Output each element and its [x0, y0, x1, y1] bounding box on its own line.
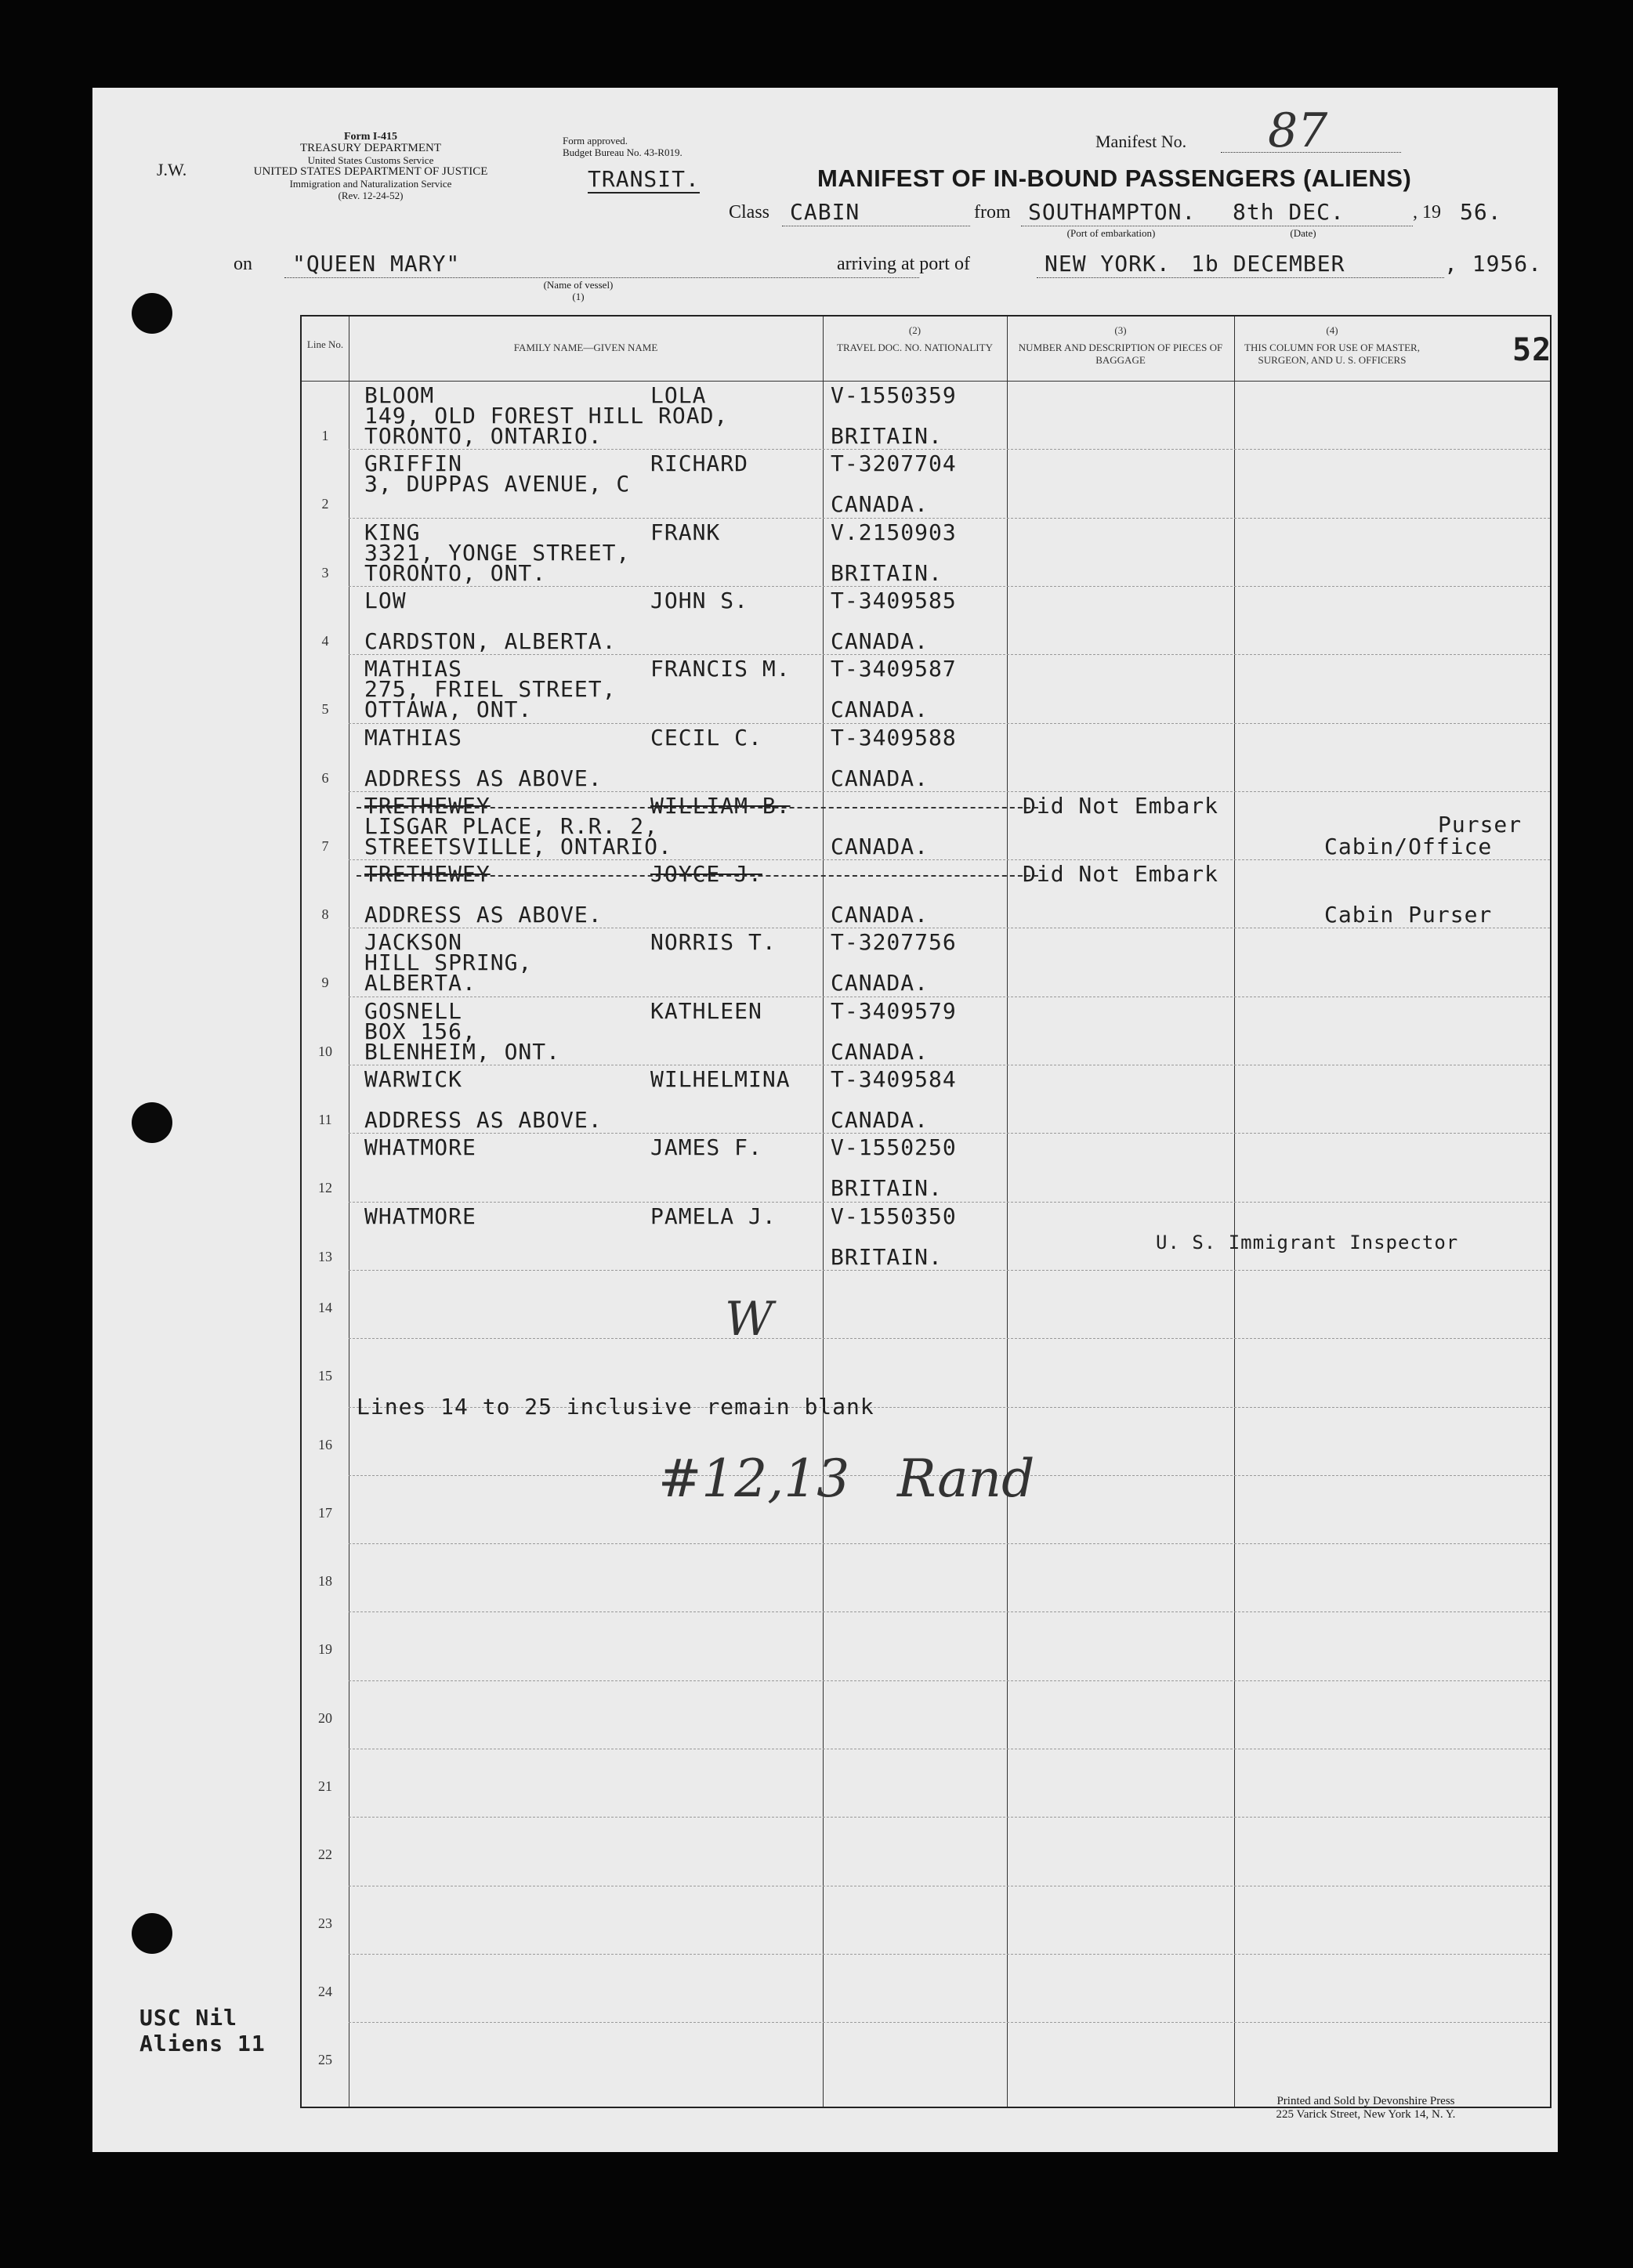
nationality: CANADA.	[831, 902, 929, 928]
family-name: WARWICK	[364, 1066, 463, 1092]
arriving-line	[1037, 277, 1444, 278]
address-line-2: BLENHEIM, ONT.	[364, 1038, 561, 1065]
col-header-doc-text: TRAVEL DOC. NO. NATIONALITY	[837, 342, 993, 353]
nationality: CANADA.	[831, 1038, 929, 1065]
officer-note-1: Purser	[1438, 811, 1523, 837]
address-line-2: TORONTO, ONT.	[364, 559, 547, 586]
usc-count: USC Nil	[139, 2005, 238, 2031]
arrival-year: , 1956.	[1444, 251, 1543, 277]
row-divider	[349, 791, 1550, 792]
cancel-strike-line	[357, 875, 1038, 877]
given-name: JAMES F.	[650, 1134, 762, 1161]
form-number: Form I-415	[343, 131, 398, 143]
address-line-2: STREETSVILLE, ONTARIO.	[364, 833, 672, 859]
ins-service: Immigration and Naturalization Service	[289, 178, 452, 190]
punch-hole	[132, 1913, 172, 1954]
address-line-1: 149, OLD FOREST HILL ROAD,	[364, 403, 729, 429]
given-name: LOLA	[650, 382, 707, 408]
line-number: 13	[318, 1248, 332, 1264]
family-name: TRETHEWEY	[364, 861, 491, 888]
from-label: from	[974, 202, 1011, 222]
travel-doc-number: V-1550250	[831, 1134, 957, 1161]
year-prefix: , 19	[1413, 202, 1441, 222]
col-header-line: Line No.	[306, 338, 344, 350]
family-name: JACKSON	[364, 929, 463, 956]
travel-doc-number: V-1550350	[831, 1203, 957, 1229]
given-name: JOYCE J.	[650, 861, 762, 888]
col-header-baggage-number: (3)	[1114, 324, 1127, 336]
printer-line-1: Printed and Sold by Devonshire Press	[1276, 2095, 1455, 2107]
baggage-note: Did Not Embark	[1023, 861, 1219, 888]
given-name: KATHLEEN	[650, 997, 762, 1024]
row-divider	[349, 449, 1550, 450]
approval-line: Form approved.	[563, 135, 628, 146]
row-divider	[349, 586, 1550, 587]
travel-doc-number: T-3409584	[831, 1066, 957, 1092]
address-line-1: 3, DUPPAS AVENUE, C	[364, 471, 631, 497]
officer-note-2: Cabin/Office	[1324, 833, 1493, 859]
arrival-port: NEW YORK.	[1045, 251, 1171, 277]
punch-hole	[132, 293, 172, 334]
vessel-name: "QUEEN MARY"	[292, 251, 461, 277]
line-number: 6	[321, 769, 329, 786]
family-name: BLOOM	[364, 382, 435, 408]
family-name: MATHIAS	[364, 656, 463, 682]
line-number: 17	[318, 1504, 332, 1521]
given-name: WILLIAM B.	[650, 792, 791, 819]
initials: J.W.	[157, 160, 187, 179]
line-number: 21	[318, 1778, 332, 1794]
line-number: 25	[318, 2052, 332, 2068]
passenger-table	[300, 315, 1552, 2108]
year-value: 56.	[1460, 199, 1502, 225]
officer-note-2: Cabin Purser	[1324, 902, 1493, 928]
line-number: 4	[321, 632, 329, 649]
vessel-line	[284, 277, 919, 278]
address-line-1: LISGAR PLACE, R.R. 2,	[364, 812, 659, 839]
nationality: CANADA.	[831, 833, 929, 859]
cancel-strike-line	[357, 807, 1038, 808]
nationality: BRITAIN.	[831, 559, 943, 586]
arrival-date: 1b DECEMBER	[1191, 251, 1345, 277]
col-header-officers-text: THIS COLUMN FOR USE OF MASTER, SURGEON, AND U. S. OFFICERS	[1244, 342, 1420, 366]
line-number: 14	[318, 1299, 332, 1315]
address-line-2: TORONTO, ONTARIO.	[364, 423, 603, 449]
line-number: 10	[318, 1043, 332, 1059]
address-line-1: BOX 156,	[364, 1018, 476, 1044]
from-value: SOUTHAMPTON.	[1028, 199, 1197, 225]
printer-line-2: 225 Varick Street, New York 14, N. Y.	[1276, 2108, 1456, 2121]
nationality: CANADA.	[831, 491, 929, 518]
address-line-2: ALBERTA.	[364, 970, 476, 997]
form-approval	[563, 135, 735, 158]
line-number: 12	[318, 1180, 332, 1196]
form-revision: (Rev. 12-24-52)	[338, 190, 404, 201]
punch-hole	[132, 1102, 172, 1143]
nationality: CANADA.	[831, 1107, 929, 1133]
line-number: 19	[318, 1641, 332, 1658]
given-name: PAMELA J.	[650, 1203, 777, 1229]
line-number: 5	[321, 701, 329, 718]
row-divider	[349, 1133, 1550, 1134]
line-number: 24	[318, 1983, 332, 1999]
col-divider	[1007, 317, 1008, 2107]
line-number: 7	[321, 837, 329, 854]
line-number: 1	[321, 428, 329, 443]
row-divider	[349, 1543, 1550, 1544]
nationality: BRITAIN.	[831, 1175, 943, 1202]
row-divider	[349, 1954, 1550, 1955]
address-line-2: ADDRESS AS ABOVE.	[364, 902, 603, 928]
row-divider	[349, 1202, 1550, 1203]
budget-bureau: Budget Bureau No. 43-R019.	[563, 146, 683, 158]
line-number: 3	[321, 564, 329, 581]
family-name: WHATMORE	[364, 1203, 476, 1229]
form-agency-block	[230, 131, 512, 201]
class-value: CABIN	[790, 199, 860, 225]
vessel-caption-text: (Name of vessel)	[543, 279, 614, 291]
travel-doc-number: T-3409585	[831, 587, 957, 613]
family-name: GRIFFIN	[364, 450, 463, 477]
class-label: Class	[729, 202, 770, 222]
address-line-2: CARDSTON, ALBERTA.	[364, 628, 617, 654]
on-label: on	[234, 254, 252, 274]
nationality: BRITAIN.	[831, 1243, 943, 1270]
travel-doc-number: V-1550359	[831, 382, 957, 408]
line-number: 23	[318, 1915, 332, 1931]
col-header-doc-number: (2)	[908, 324, 922, 336]
baggage-note: Did Not Embark	[1023, 792, 1219, 819]
line-number: 18	[318, 1573, 332, 1590]
line-number: 11	[318, 1112, 332, 1127]
given-name: NORRIS T.	[650, 929, 777, 956]
travel-doc-number: T-3207756	[831, 929, 957, 956]
given-name: FRANCIS M.	[650, 656, 791, 682]
family-name: TRETHEWEY	[364, 792, 491, 819]
header-divider	[302, 381, 1550, 382]
address-line-1: HILL SPRING,	[364, 950, 533, 976]
column-1-number: (1)	[572, 291, 585, 302]
nationality: CANADA.	[831, 765, 929, 791]
travel-doc-number: T-3409579	[831, 997, 957, 1024]
line-number: 16	[318, 1436, 332, 1452]
col-header-baggage-text: NUMBER AND DESCRIPTION OF PIECES OF BAGGAGE	[1018, 342, 1223, 366]
aliens-count: Aliens 11	[139, 2031, 266, 2056]
row-divider	[349, 1817, 1550, 1818]
family-name: WHATMORE	[364, 1134, 476, 1161]
col-divider	[1234, 317, 1235, 2107]
row-divider	[349, 859, 1550, 860]
manifest-page	[92, 88, 1558, 2152]
date-caption: (Date)	[1290, 227, 1316, 239]
nationality: CANADA.	[831, 696, 929, 723]
blank-lines-note: Lines 14 to 25 inclusive remain blank	[357, 1394, 874, 1420]
row-divider	[349, 723, 1550, 724]
given-name: CECIL C.	[650, 724, 762, 751]
row-divider	[349, 1680, 1550, 1681]
travel-doc-number: T-3207704	[831, 450, 957, 477]
nationality: CANADA.	[831, 970, 929, 997]
given-name: FRANK	[650, 519, 721, 545]
col-header-name: FAMILY NAME—GIVEN NAME	[513, 342, 658, 353]
col-divider	[823, 317, 824, 2107]
handwritten-initials: Rand	[897, 1449, 1035, 1509]
col-header-officers-number: (4)	[1326, 324, 1338, 336]
line-number: 20	[318, 1709, 332, 1726]
family-name: MATHIAS	[364, 724, 463, 751]
handwritten-w-mark: W	[725, 1292, 773, 1347]
row-divider	[349, 654, 1550, 655]
nationality: CANADA.	[831, 628, 929, 654]
family-name: LOW	[364, 587, 407, 613]
nationality: BRITAIN.	[831, 423, 943, 449]
treasury-dept: TREASURY DEPARTMENT	[299, 142, 442, 154]
given-name: JOHN S.	[650, 587, 749, 613]
line-number: 22	[318, 1847, 332, 1863]
row-divider	[349, 1611, 1550, 1612]
printer-imprint	[1189, 2095, 1542, 2122]
transit-label: TRANSIT.	[588, 166, 700, 192]
sheet-number: 52	[1512, 332, 1552, 368]
row-divider	[349, 1338, 1550, 1339]
family-name: GOSNELL	[364, 997, 463, 1024]
customs-service: United States Customs Service	[307, 154, 434, 166]
travel-doc-number: T-3409587	[831, 656, 957, 682]
line-number: 2	[321, 496, 329, 512]
port-caption: (Port of embarkation)	[1066, 227, 1156, 239]
col-header-baggage	[1007, 324, 1234, 367]
col-header-doc	[823, 324, 1007, 354]
row-divider	[349, 518, 1550, 519]
address-line-2: OTTAWA, ONT.	[364, 696, 533, 723]
travel-doc-number: T-3409588	[831, 724, 957, 751]
address-line-2: ADDRESS AS ABOVE.	[364, 765, 603, 791]
inspector-signature-caption: U. S. Immigrant Inspector	[1156, 1231, 1459, 1253]
family-name: KING	[364, 519, 421, 545]
row-divider	[349, 2022, 1550, 2023]
departure-date: 8th DEC.	[1233, 199, 1345, 225]
handwritten-line-note: #12,13	[658, 1449, 850, 1509]
arriving-label: arriving at port of	[837, 254, 970, 274]
line-number: 9	[321, 975, 329, 991]
address-line-1: 3321, YONGE STREET,	[364, 539, 631, 566]
vessel-caption	[500, 279, 657, 302]
address-line-2: ADDRESS AS ABOVE.	[364, 1107, 603, 1133]
line-number: 15	[318, 1368, 332, 1384]
manifest-title: MANIFEST OF IN-BOUND PASSENGERS (ALIENS)	[817, 165, 1412, 192]
travel-doc-number: V.2150903	[831, 519, 957, 545]
line-number: 8	[321, 906, 329, 923]
justice-dept: UNITED STATES DEPARTMENT OF JUSTICE	[253, 165, 488, 178]
manifest-number: 87	[1268, 103, 1328, 158]
given-name: RICHARD	[650, 450, 749, 477]
col-header-officers	[1234, 324, 1430, 367]
given-name: WILHELMINA	[650, 1066, 791, 1092]
manifest-no-label: Manifest No.	[1095, 132, 1187, 151]
address-line-1: 275, FRIEL STREET,	[364, 676, 617, 703]
row-divider	[349, 1270, 1550, 1271]
